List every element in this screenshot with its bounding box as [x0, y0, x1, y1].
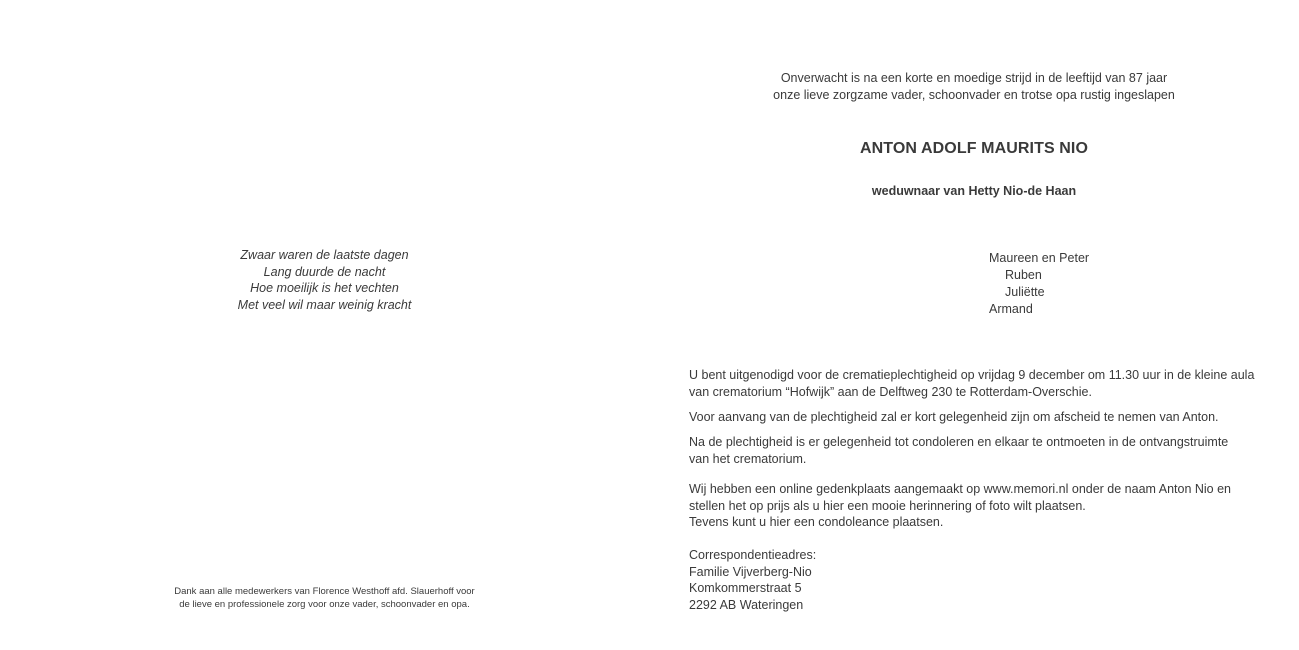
thanks-line: Dank aan alle medewerkers van Florence Westhoff afd. Slauerhoff voor	[174, 586, 475, 597]
widower-line: weduwnaar van Hetty Nio-de Haan	[871, 184, 1077, 198]
online-memorial-paragraph	[689, 481, 1264, 531]
family-member: Ruben	[1005, 268, 1042, 282]
thanks-line: de lieve en professionele zorg voor onze vader, schoonvader en opa.	[179, 599, 470, 610]
family-member: Maureen en Peter	[989, 251, 1090, 265]
online-line: Tevens kunt u hier een condoleance plaatsen.	[689, 515, 944, 530]
ceremony-line: van crematorium “Hofwijk” aan de Delftweg 230 te Rotterdam-Overschie.	[689, 384, 1092, 399]
online-line: stellen het op prijs als u hier een mooie herinnering of foto wilt plaatsen.	[689, 498, 1086, 513]
intro-line: Onverwacht is na een korte en moedige strijd in de leeftijd van 87 jaar	[780, 71, 1168, 85]
family-member: Juliëtte	[1005, 285, 1045, 299]
condolence-paragraph	[689, 434, 1264, 467]
poem-line: Zwaar waren de laatste dagen	[240, 248, 409, 262]
poem-line: Lang duurde de nacht	[263, 264, 386, 279]
condolence-line: van het crematorium.	[689, 451, 807, 466]
card-right-page	[649, 0, 1299, 650]
address-line: Komkommerstraat 5	[689, 581, 802, 596]
correspondence-address	[689, 547, 1264, 614]
family-member: Armand	[989, 302, 1033, 316]
poem-line: Hoe moeilijk is het vechten	[250, 281, 399, 296]
condolence-line: Na de plechtigheid is er gelegenheid tot condoleren en elkaar te ontmoeten in de ontvangstruimte	[689, 435, 1229, 449]
address-line: 2292 AB Wateringen	[689, 598, 804, 613]
farewell-line: Voor aanvang van de plechtigheid zal er kort gelegenheid zijn om afscheid te nemen van Anton.	[689, 410, 1219, 424]
family-list	[989, 250, 1089, 318]
deceased-name: ANTON ADOLF MAURITS NIO	[859, 140, 1089, 157]
intro-line: onze lieve zorgzame vader, schoonvader en trotse opa rustig ingeslapen	[773, 88, 1175, 102]
thanks-note	[0, 585, 649, 611]
card-left-page	[0, 0, 649, 650]
farewell-paragraph	[689, 409, 1264, 426]
ceremony-line: U bent uitgenodigd voor de crematieplechtigheid op vrijdag 9 december om 11.30 uur in de kleine aula	[689, 368, 1255, 382]
announcement-intro	[649, 70, 1299, 104]
poem-line: Met veel wil maar weinig kracht	[237, 298, 412, 313]
address-line: Familie Vijverberg-Nio	[689, 564, 812, 579]
ceremony-paragraph	[689, 367, 1264, 400]
online-line: Wij hebben een online gedenkplaats aangemaakt op www.memori.nl onder de naam Anton Nio en	[689, 482, 1232, 496]
poem	[0, 247, 649, 314]
address-line: Correspondentieadres:	[689, 548, 817, 562]
